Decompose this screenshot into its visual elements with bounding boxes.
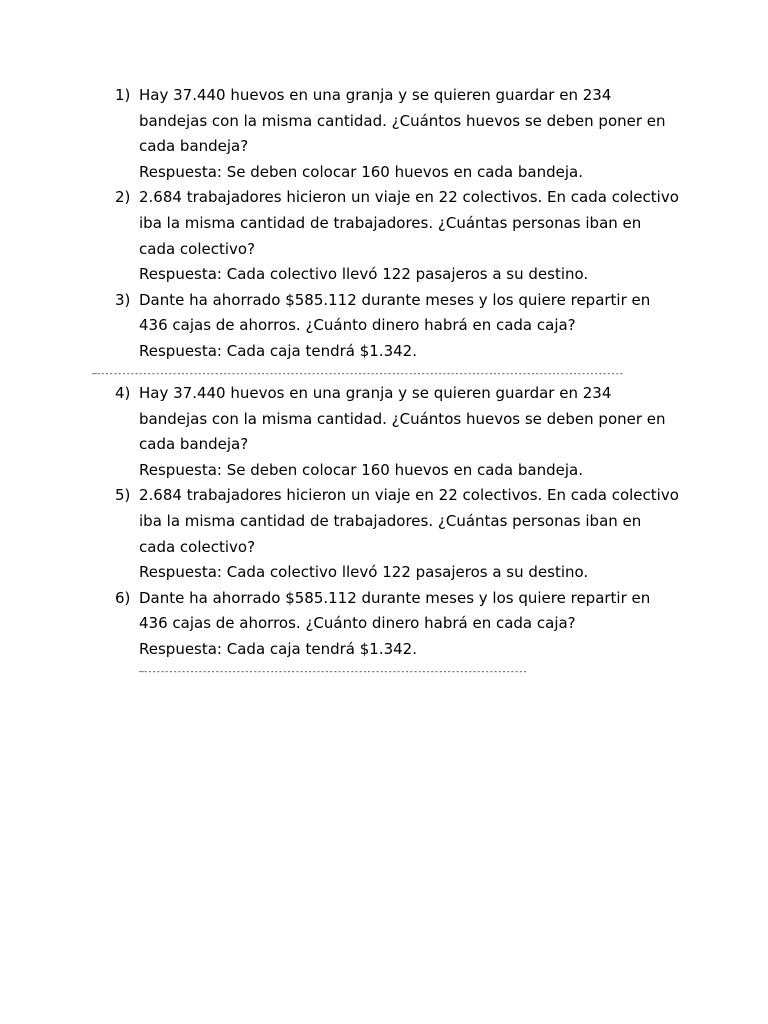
- problem-content: [139, 381, 690, 483]
- problem-answer: Respuesta: Se deben colocar 160 huevos en cada bandeja.: [139, 162, 583, 181]
- problem-item: [110, 381, 690, 483]
- problem-number: 4): [115, 384, 131, 402]
- problem-item: [110, 83, 690, 185]
- problem-number: 5): [115, 486, 131, 505]
- problem-content: [139, 483, 690, 585]
- problem-question: Hay 37.440 huevos en una granja y se quieren guardar en 234 bandejas con la misma cantidad. ¿Cuántos huevos se deben poner en cada bandeja?: [139, 86, 666, 156]
- problem-list-b: [110, 381, 690, 663]
- problem-number: 3): [115, 290, 131, 309]
- problem-item: [110, 586, 690, 663]
- problem-answer: Respuesta: Cada caja tendrá $1.342.: [139, 341, 417, 360]
- problem-number: 2): [115, 188, 131, 207]
- problem-answer: Respuesta: Se deben colocar 160 huevos en cada bandeja.: [139, 460, 583, 479]
- problem-answer: Respuesta: Cada caja tendrá $1.342.: [139, 639, 417, 658]
- problem-content: [139, 288, 690, 365]
- problem-question: 2.684 trabajadores hicieron un viaje en 22 colectivos. En cada colectivo iba la misma cantidad de trabajadores. ¿Cuántas personas iban en cada colectivo?: [139, 188, 679, 258]
- problem-list-a: [110, 83, 690, 365]
- problem-item: [110, 483, 690, 585]
- problem-content: [139, 586, 690, 663]
- problem-answer: Respuesta: Cada colectivo llevó 122 pasajeros a su destino.: [139, 563, 589, 582]
- problem-answer: Respuesta: Cada colectivo llevó 122 pasajeros a su destino.: [139, 265, 589, 284]
- problem-item: [110, 288, 690, 365]
- dashed-separator: —-----------------------------------------------------------------------------------------------------------------------------: [92, 369, 624, 378]
- problem-number: 1): [115, 86, 131, 104]
- problem-question: 2.684 trabajadores hicieron un viaje en 22 colectivos. En cada colectivo iba la misma cantidad de trabajadores. ¿Cuántas personas iban en cada colectivo?: [139, 486, 679, 556]
- problem-question: Dante ha ahorrado $585.112 durante meses y los quiere repartir en 436 cajas de ahorros. ¿Cuánto dinero habrá en cada caja?: [139, 588, 651, 633]
- problem-number: 6): [115, 588, 131, 607]
- dashed-separator-end: —-------------------------------------------------------------------------------------------: [139, 667, 527, 676]
- problem-item: [110, 185, 690, 287]
- problem-question: Hay 37.440 huevos en una granja y se quieren guardar en 234 bandejas con la misma cantidad. ¿Cuántos huevos se deben poner en cada bandeja?: [139, 384, 666, 454]
- problem-content: [139, 185, 690, 287]
- problem-content: [139, 83, 690, 185]
- problem-question: Dante ha ahorrado $585.112 durante meses y los quiere repartir en 436 cajas de ahorros. ¿Cuánto dinero habrá en cada caja?: [139, 290, 651, 335]
